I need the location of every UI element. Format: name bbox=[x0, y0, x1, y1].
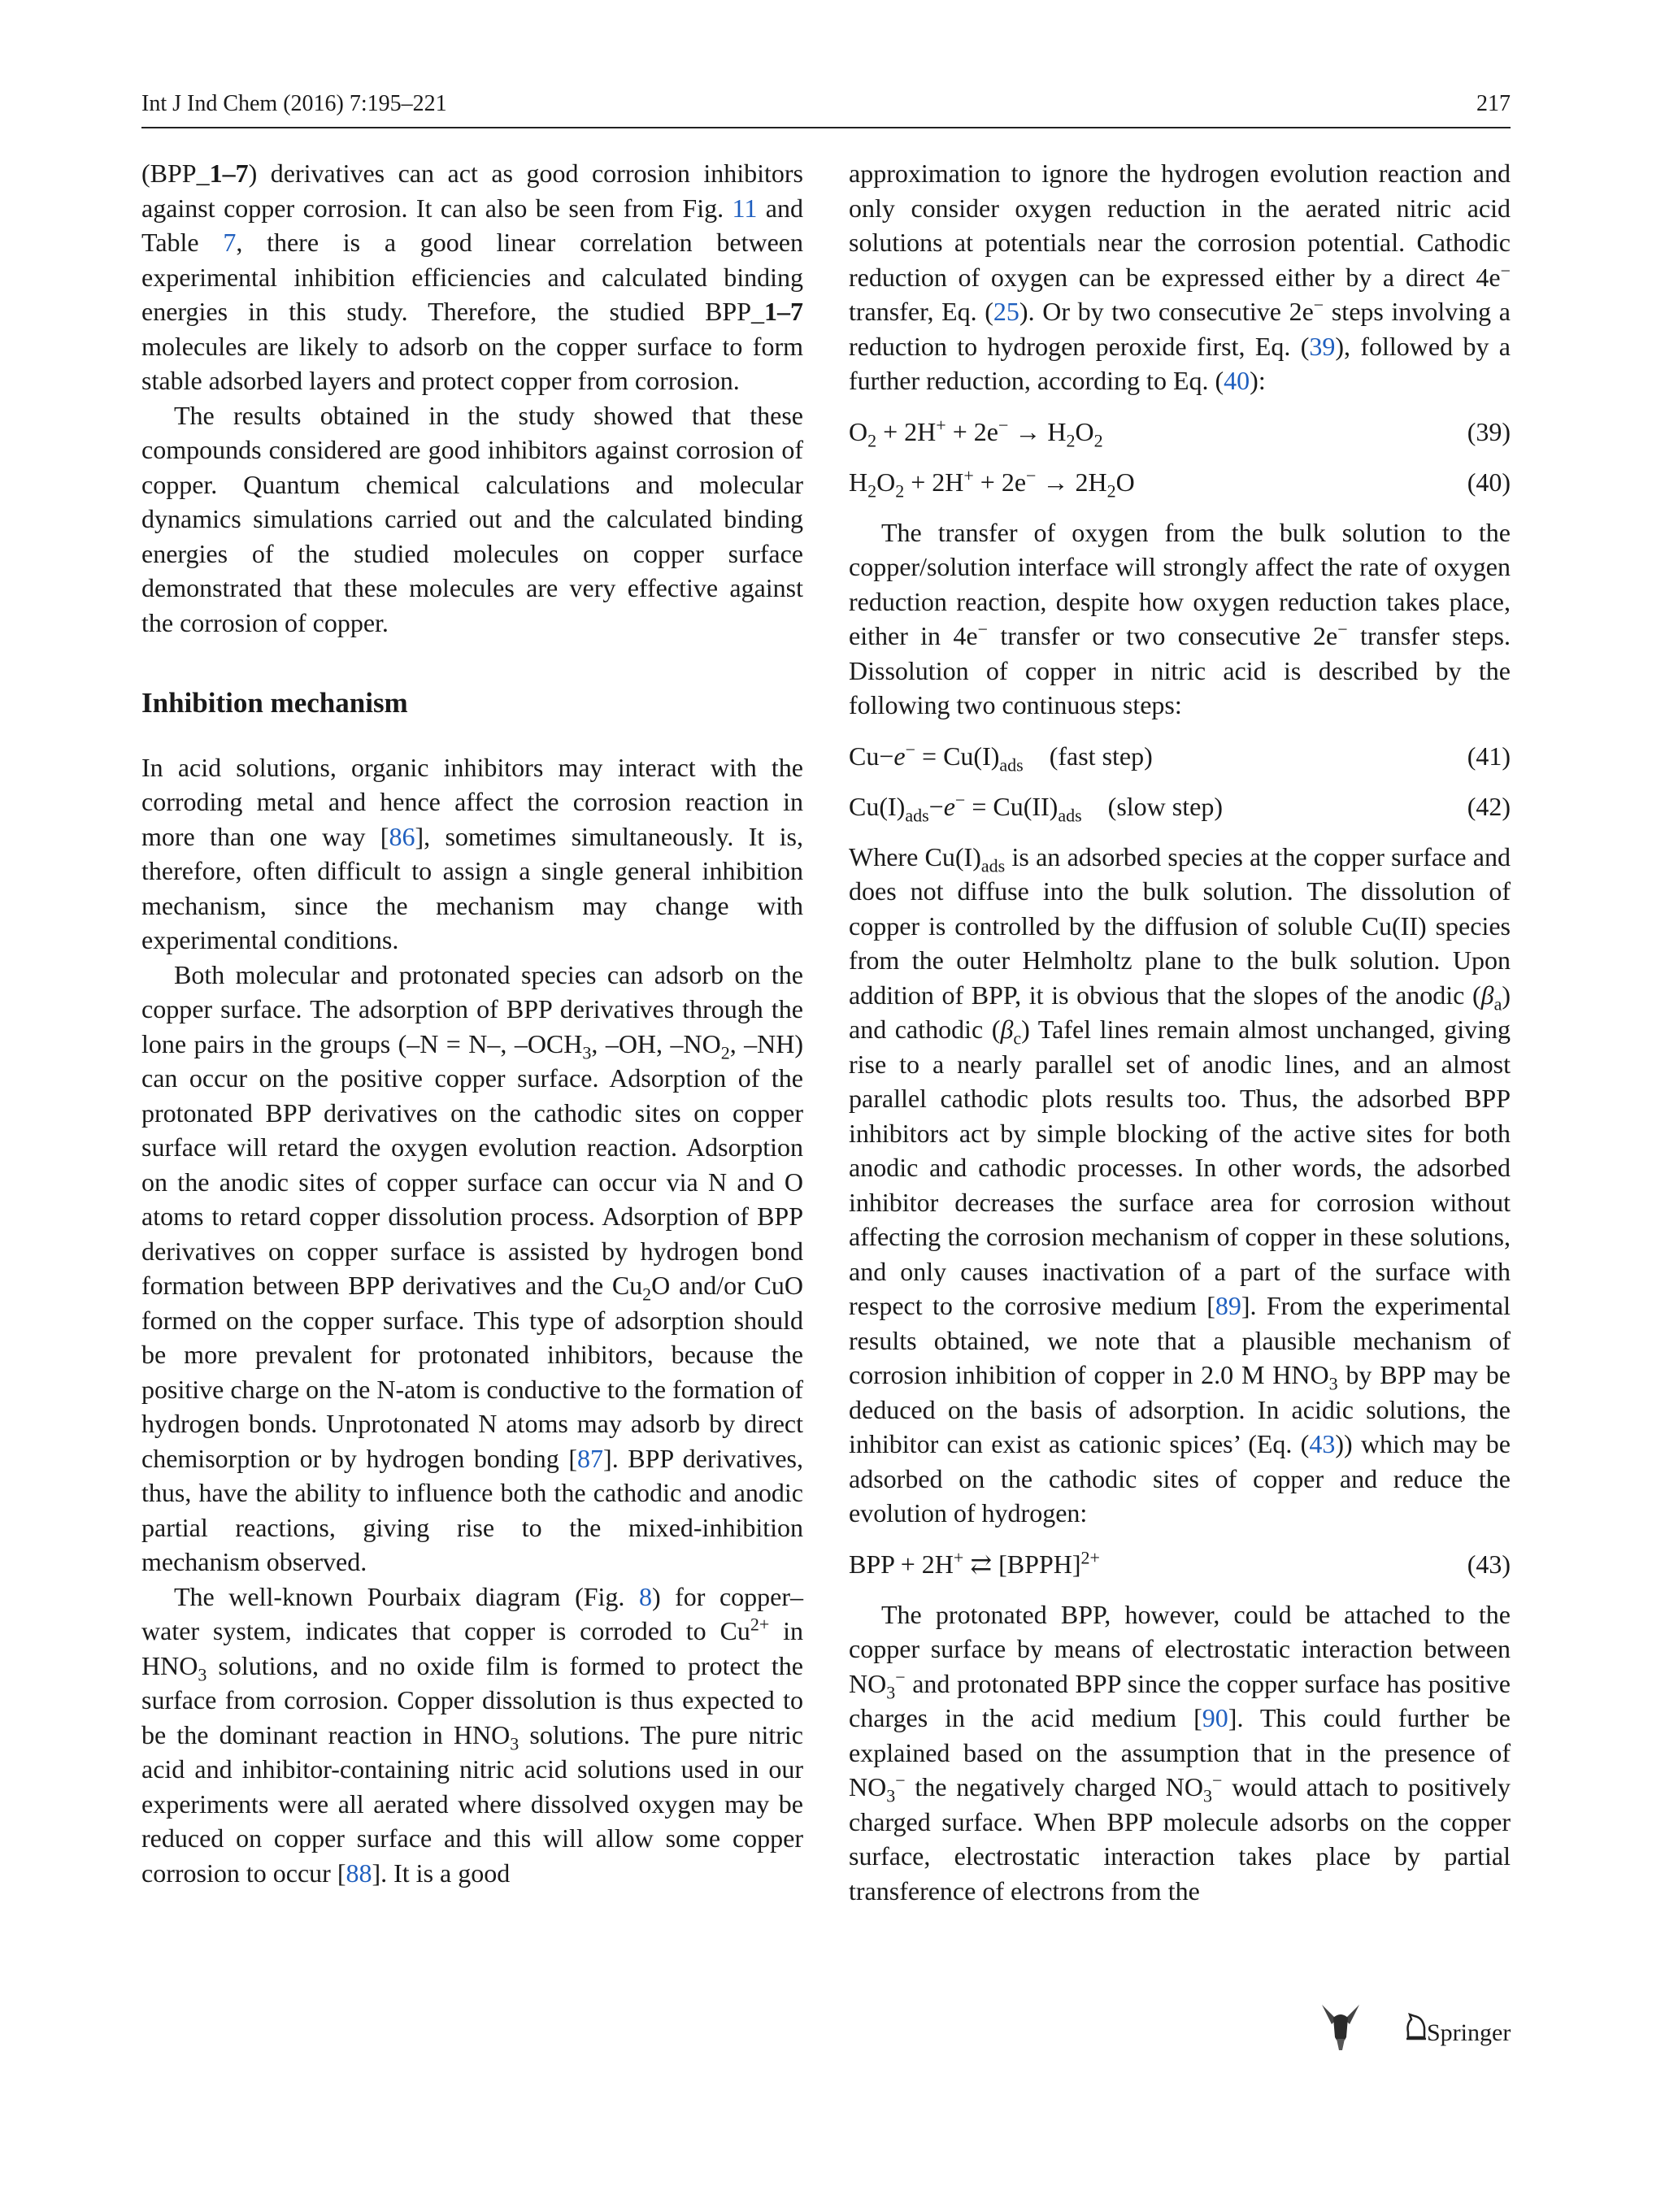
paragraph: Where $Cu(I)_{ads}$ is an adsorbed species at the copper surface and does not diffuse into the bulk solution. The dissolution of copper is controlled by the diffusion of soluble Cu(II) species from the outer Helmholtz plane to the bulk solution. Upon addition of BPP, it is obvious that the slopes of the anodic $(\beta_a)$ and cathodic $(\beta_c)$ Tafel lines remain almost unchanged, giving rise to a nearly parallel set of anodic lines, and an almost parallel cathodic plots results too. Thus, the adsorbed BPP inhibitors act by simple blocking of the active sites for both anodic and cathodic processes. In other words, the adsorbed inhibitor decreases the surface area for corrosion without affecting the corrosion mechanism of copper in these solutions, and only causes inactivation of a part of the surface with respect to the corrosive medium [89]. From the experimental results obtained, we note that a plausible mechanism of corrosion inhibition of copper in 2.0 M $HNO_3$ by BPP may be deduced on the basis of adsorption. In acidic solutions, the inhibitor can exist as cationic spices’ (Eq. (43)) which may be adsorbed on the cathodic sites of copper and reduce the evolution of hydrogen: bbox=[849, 841, 1511, 1528]
equation-39: $O_2 + 2H^+ + 2e^- \to H_2O_2$ (39) bbox=[849, 414, 1511, 450]
running-header bbox=[141, 86, 1511, 128]
springer-chess-knight-logo bbox=[1406, 2014, 1426, 2039]
figure-link[interactable]: 11 bbox=[732, 193, 758, 223]
citation-link[interactable]: 88 bbox=[346, 1858, 372, 1888]
equation-link[interactable]: 25 bbox=[993, 297, 1019, 326]
left-column bbox=[141, 156, 803, 1890]
figure-link[interactable]: 8 bbox=[638, 1581, 652, 1611]
paragraph: approximation to ignore the hydrogen evolution reaction and only consider oxygen reduction in the aerated nitric acid solutions at potentials near the corrosion potential. Cathodic reduction of oxygen can be expressed either by a direct 4e− transfer, Eq. (25). Or by two consecutive 2e− steps involving a reduction to hydrogen peroxide first, Eq. (39), followed by a further reduction, according to Eq. (40): bbox=[849, 159, 1511, 395]
paragraph: The transfer of oxygen from the bulk solution to the copper/solution interface will strongly affect the rate of oxygen reduction reaction, despite how oxygen reduction takes place, either in 4e− transfer or two consecutive 2e− transfer steps. Dissolution of copper in nitric acid is described by the following two continuous steps: bbox=[849, 517, 1511, 719]
equation-link[interactable]: 43 bbox=[1309, 1429, 1336, 1458]
equation-link[interactable]: 39 bbox=[1309, 331, 1336, 361]
equation-number: (43) bbox=[1467, 1549, 1511, 1579]
equation-number: (40) bbox=[1467, 467, 1511, 497]
publisher-name: Springer bbox=[1427, 2019, 1511, 2046]
paragraph: Both molecular and protonated species can adsorb on the copper surface. The adsorption of BPP derivatives through the lone pairs in the groups (–N = N–, $-OCH_3$, –OH, $-NO_2$, –NH) can occur on the positive copper surface. Adsorption of the protonated BPP derivatives on the cathodic sites on copper surface will retard the oxygen evolution reaction. Adsorption on the anodic sites of copper surface can occur via N and O atoms to retard copper dissolution process. Adsorption of BPP derivatives on copper surface is assisted by hydrogen bond formation between BPP derivatives and the $Cu_2O$ and/or CuO formed on the copper surface. This type of adsorption should be more prevalent for protonated inhibitors, because the positive charge on the N-atom is conductive to the formation of hydrogen bonds. Unprotonated N atoms may adsorb by direct chemisorption or by hydrogen bonding [87]. BPP derivatives, thus, have the ability to influence both the cathodic and anodic partial reactions, giving rise to the mixed-inhibition mechanism observed. bbox=[141, 959, 804, 1576]
equation-41: $Cu-e^- = Cu(I)_{ads}$ (fast step) (41) bbox=[849, 738, 1511, 775]
citation-link[interactable]: 90 bbox=[1202, 1703, 1228, 1732]
equation-40: $H_2O_2 + 2H^+ + 2e^- \to 2H_2O$ (40) bbox=[849, 464, 1511, 501]
paragraph: The results obtained in the study showed that these compounds considered are good inhibitors against corrosion of copper. Quantum chemical calculations and molecular dynamics simulations carried out and the calculated binding energies of the studied molecules on copper surface demonstrated that these molecules are very effective against the corrosion of copper. bbox=[141, 400, 803, 637]
right-column bbox=[849, 156, 1511, 1908]
paragraph: The well-known Pourbaix diagram (Fig. 8) for copper–water system, indicates that copper is corroded to $Cu^{2+}$ in $HNO_3$ solutions, and no oxide film is formed to protect the surface from corrosion. Copper dissolution is thus expected to be the dominant reaction in $HNO_3$ solutions. The pure nitric acid and inhibitor-containing nitric acid solutions used in our experiments were all aerated where dissolved oxygen may be reduced on copper surface and this will allow some copper corrosion to occur [88]. It is a good bbox=[141, 1581, 804, 1888]
citation-link[interactable]: 89 bbox=[1215, 1291, 1241, 1320]
paragraph: The protonated BPP, however, could be attached to the copper surface by means of electrostatic interaction between $NO_3^-$ and protonated BPP since the copper surface has positive charges in the acid medium [90]. This could further be explained based on the assumption that in the presence of $NO_3^-$ the negatively charged $NO_3^-$ would attach to positively charged surface. When BPP molecule adsorbs on the copper surface, electrostatic interaction takes place by partial transference of electrons from the bbox=[849, 1599, 1511, 1906]
citation-link[interactable]: 87 bbox=[577, 1443, 604, 1473]
equation-number: (42) bbox=[1467, 791, 1511, 821]
page-number: 217 bbox=[1476, 91, 1511, 116]
equation-number: (39) bbox=[1467, 416, 1511, 446]
equation-link[interactable]: 40 bbox=[1224, 366, 1250, 395]
citation-link[interactable]: 86 bbox=[389, 821, 415, 851]
journal-citation: Int J Ind Chem (2016) 7:195–221 bbox=[141, 91, 447, 116]
table-link[interactable]: 7 bbox=[223, 228, 237, 257]
section-heading: Inhibition mechanism bbox=[141, 687, 408, 719]
equation-43: BPP + 2H+ ⇄ [BPPH]$^{2+}$ (43) bbox=[849, 1547, 1511, 1581]
paragraph: (BPP_1–7) derivatives can act as good corrosion inhibitors against copper corrosion. It can also be seen from Fig. 11 and Table 7, there is a good linear correlation between experimental inhibition efficiencies and calculated binding energies in this study. Therefore, the studied BPP_1–7 molecules are likely to adsorb on the copper surface to form stable adsorbed layers and protect copper from corrosion. bbox=[141, 159, 804, 395]
equation-number: (41) bbox=[1467, 741, 1511, 771]
paragraph: In acid solutions, organic inhibitors may interact with the corroding metal and hence affect the corrosion reaction in more than one way [86], sometimes simultaneously. It is, therefore, often difficult to assign a single general inhibition mechanism, since the mechanism may change with experimental conditions. bbox=[141, 752, 803, 954]
crown-mascot-icon bbox=[1322, 2005, 1359, 2050]
equation-42: $Cu(I)_{ads}-e^- = Cu(II)_{ads}$ (slow step) (42) bbox=[849, 789, 1511, 825]
